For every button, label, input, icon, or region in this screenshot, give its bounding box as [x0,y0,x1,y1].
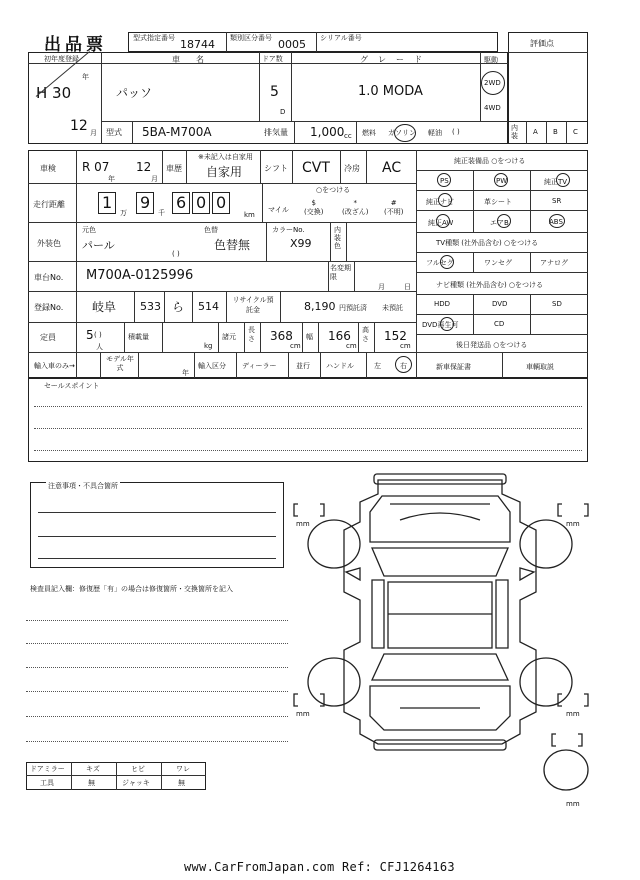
handle-left: 左 [374,362,381,370]
navi-title: ナビ種類 (社外品含む) ○をつける [436,281,544,289]
legend-jack-value: 無 [178,779,185,787]
interior-grade-b: B [553,128,558,136]
hood [370,496,510,542]
later-manual: 車輌取説 [526,363,554,371]
fuel-diesel: 軽油 [428,129,442,137]
import-class-label: 輸入区分 [198,362,226,370]
footer-reference: www.CarFromJapan.com Ref: CFJ1264163 [184,860,455,874]
interior-color-label: 内装色 [334,226,341,250]
oem-aw-circle [436,214,450,228]
class-no-value: 0005 [278,38,306,51]
car-name-label: 車名 [172,55,220,64]
doors-value: 5 [270,84,279,100]
chassis-label: 車台No. [34,273,64,282]
legend-tools-value: 無 [88,779,95,787]
oem-leather: 革シート [484,198,512,206]
history-note: ※未記入は自家用 [198,153,253,161]
oem-airbag: エアB [490,219,509,227]
oem-abs: ABS [549,218,563,226]
legend-jack: ジャッキ [122,779,150,787]
form-title: 出品票 [44,35,107,55]
length-unit: cm [290,342,301,350]
capacity-value: 5 [86,328,94,342]
later-warranty: 新車保証書 [436,363,471,371]
drive-label: 駆動 [484,56,498,64]
transfer-deadline-label: 名変期限 [330,264,351,281]
legend-break: ワレ [176,765,190,773]
transfer-month-unit: 月 [378,283,385,291]
registration-number: 514 [198,300,219,313]
oem-ps-circle [437,173,451,187]
rear-window [372,654,508,680]
mileage-unit-sen: 千 [158,209,165,217]
oem-abs-circle [549,214,565,228]
interior-grade-a: A [533,128,538,136]
roof [388,582,492,648]
mileage-mark-exchange: $ (交換) [304,199,324,216]
exterior-color-label: 外装色 [37,239,61,248]
mileage-unit-man: 万 [120,209,127,217]
mileage-mark-tamper: * (改ざん) [342,199,369,216]
oem-ps: PS [440,177,449,185]
tire-unit-rl: mm [296,710,310,718]
original-color-label: 元色 [82,226,96,234]
length-label: 長さ [248,326,255,343]
tire-unit-fl: mm [296,520,310,528]
recycle-amount: 8,190 [304,300,336,313]
doors-label: ドア数 [262,55,283,63]
mileage-label: 走行距離 [33,200,65,209]
original-color-value: パール [82,239,115,252]
mileage-digit-1-text: 1 [102,193,113,212]
model-label: 型式 [106,128,122,137]
ac-value: AC [382,160,402,176]
notes-box [30,482,284,568]
inspection-year-unit: 年 [108,175,115,183]
registration-kana: ら [172,300,185,314]
drive-4wd: 4WD [484,104,501,112]
navi-dvd-play: DVD再生可 [422,321,459,329]
doors-suffix: D [280,108,286,116]
width-value: 166 [328,329,351,343]
tire-unit-fr: mm [566,520,580,528]
recycle-label: リサイクル預託金 [232,296,274,314]
registration-class-no: 533 [140,300,161,313]
navi-sd: SD [552,300,562,308]
windshield [372,548,508,576]
model-year-label: モデル年式 [106,355,134,372]
mileage-digit-4-text: 0 [196,193,207,212]
fuel-label: 燃料 [362,129,376,137]
oem-pw-circle [494,173,508,187]
type-no-value: 18744 [180,38,215,51]
later-title: 後日発送品 ○をつける [456,341,528,349]
mileage-marks-note: ○をつける [316,186,351,194]
inspector-label: 検査員記入欄：修復歴「有」の場合は修復箇所・交換箇所を記入 [30,585,233,593]
front-right-wheel [520,520,572,568]
shift-label: シフト [264,164,288,173]
interior-grade-c: C [573,128,578,136]
drive-2wd: 2WD [484,79,501,87]
legend-tools: 工具 [40,779,54,787]
repaint-paren: ( ) [172,250,180,258]
front-left-wheel [308,520,360,568]
grade-points-label: 評価点 [530,39,554,48]
color-no-label: カラーNo. [272,226,305,234]
chassis-value: M700A-0125996 [86,268,194,283]
ac-label: 冷房 [344,164,360,173]
oem-tv-circle [556,173,570,187]
tv-oneseg: ワンセグ [484,259,512,267]
height-label: 高さ [362,326,369,343]
serial-label: シリアル番号 [320,34,362,42]
width-unit: cm [346,342,357,350]
first-reg-month: 12 [70,118,88,134]
class-no-label: 類別区分番号 [230,34,272,42]
oem-aw: 純正AW [428,219,454,227]
inspection-era: R 07 [82,160,110,174]
rear-left-wheel [308,658,360,706]
recycle-status: 預託済 [346,304,367,312]
first-reg-year-unit: 年 [82,73,89,81]
spare-wheel [544,750,588,790]
width-label: 幅 [306,333,313,341]
transfer-day-unit: 日 [404,283,411,291]
mileage-digit-5-text: 0 [216,193,227,212]
mileage-mark-unknown: # (不明) [384,199,404,216]
fuel-other: ( ) [452,128,460,136]
handle-label: ハンドル [326,362,354,370]
model-year-unit: 年 [182,369,189,377]
capacity-label: 定員 [40,333,56,342]
registration-label: 登録No. [34,303,64,312]
inspection-label: 車検 [40,164,56,173]
grade-label: グレード [360,55,432,64]
rear-right-wheel [520,658,572,706]
tv-fullseg: フルセグ [426,259,454,267]
oem-tv: 純正TV [544,178,568,186]
first-reg-year: H 30 [36,84,72,102]
tv-fullseg-circle [440,255,454,269]
color-no-value: X99 [290,237,312,250]
recycle-unit: 円 [339,304,346,312]
oem-title: 純正装備品 ○をつける [454,157,526,165]
oem-airbag-circle [497,214,511,228]
notes-label: 注意事項・不具合箇所 [48,482,118,490]
capacity-unit: 人 [96,343,103,351]
handle-right: 右 [400,362,407,370]
history-label: 車歴 [166,164,182,173]
import-dealer: ディーラー [242,362,277,370]
mileage-mark-mile: マイル [268,206,289,214]
height-unit: cm [400,342,411,350]
navi-dvd-play-circle [440,317,454,331]
units-label: 諸元 [222,333,236,341]
navi-hdd: HDD [434,300,451,308]
first-reg-month-unit: 月 [90,129,97,137]
shift-value: CVT [302,160,330,176]
recycle-unpaid: 未預託 [382,304,403,312]
model-value: 5BA-M700A [142,125,212,139]
import-label: 輸入車のみ→ [34,362,75,370]
inspection-month: 12 [136,160,152,174]
legend-crack: ヒビ [131,765,145,773]
tire-unit-spare: mm [566,800,580,808]
navi-dvd: DVD [492,300,508,308]
displacement-label: 排気量 [264,128,288,137]
mileage-digit-2-text: 9 [140,193,151,212]
legend-scratch: キズ [86,765,100,773]
oem-sr: SR [552,197,562,205]
oem-navi-circle [438,193,452,207]
load-unit: kg [204,342,213,350]
first-reg-label: 初年度登録 [44,55,79,63]
mileage-unit-km: km [244,211,255,219]
displacement-unit: cc [344,132,352,140]
type-no-label: 型式指定番号 [133,34,175,42]
import-parallel: 並行 [296,362,310,370]
navi-cd: CD [494,320,505,328]
capacity-paren: ( ) [94,331,102,339]
tv-analog: アナログ [540,259,568,267]
grade-value: 1.0 MODA [358,84,423,99]
car-damage-diagram [290,472,590,812]
sales-point-label: セールスポイント [44,382,100,390]
mileage-digit-3-text: 6 [176,193,187,212]
car-name-value: パッソ [116,86,153,100]
inspection-month-unit: 月 [151,175,158,183]
load-label: 積載量 [128,333,149,341]
registration-region: 岐阜 [92,300,117,314]
rear-bumper [374,740,506,750]
history-value: 自家用 [206,165,243,179]
tire-unit-rr: mm [566,710,580,718]
front-bumper [374,474,506,484]
body-outline [344,480,536,744]
repaint-value: 色替無 [214,238,251,252]
height-value: 152 [384,329,407,343]
legend-mirror: ドアミラー [30,765,65,773]
interior-label: 内装 [511,124,518,140]
fuel-gas: ガソリン [388,129,416,137]
length-value: 368 [270,329,293,343]
displacement-value: 1,000 [310,125,345,139]
oem-pw: PW [496,177,508,185]
tv-title: TV種類 (社外品含む) ○をつける [436,239,539,247]
oem-navi: 純正ナビ [426,198,454,206]
repaint-label: 色替 [204,226,218,234]
